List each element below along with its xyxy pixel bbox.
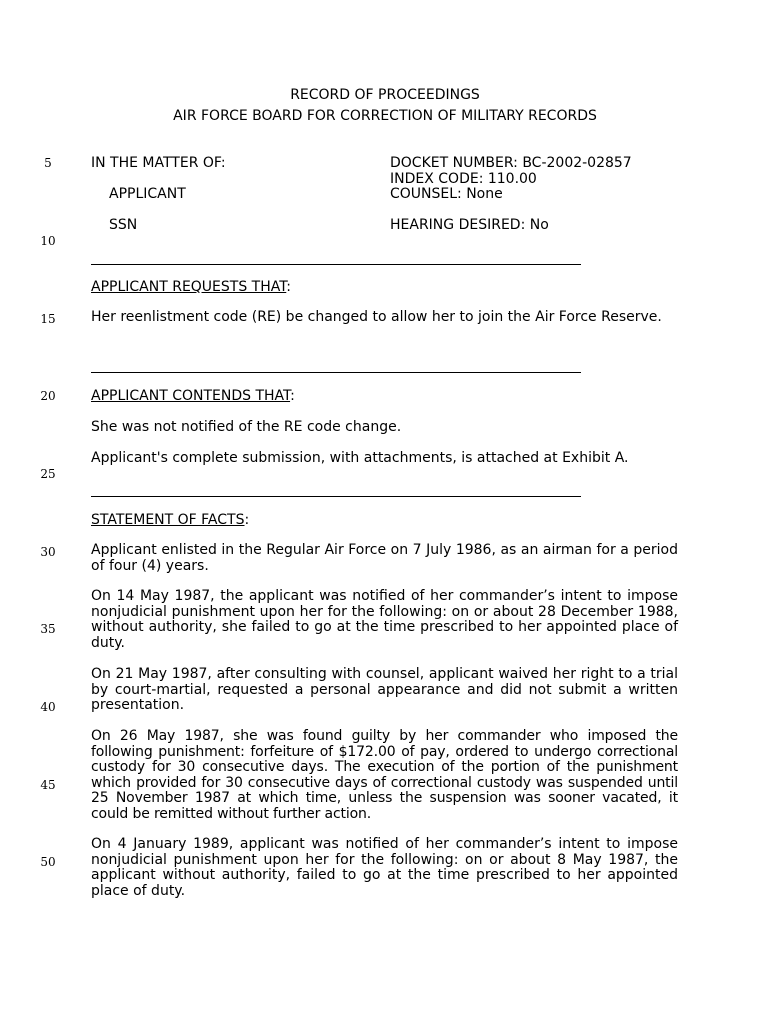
facts-heading [91,512,249,528]
document-title: RECORD OF PROCEEDINGS [290,87,480,103]
line-number: 30 [40,545,56,559]
line-number: 25 [40,467,56,481]
section-divider [91,496,581,497]
facts-heading-text: STATEMENT OF FACTS [91,512,245,528]
in-the-matter-of-label: IN THE MATTER OF: [91,155,226,171]
ssn-label: SSN [109,217,138,233]
index-code: INDEX CODE: 110.00 [390,171,537,187]
docket-number: DOCKET NUMBER: BC-2002-02857 [390,155,632,171]
section-divider [91,372,581,373]
line-number: 5 [44,156,52,170]
line-number: 10 [40,234,56,248]
requests-text: Her reenlistment code (RE) be changed to allow her to join the Air Force Reserve. [91,309,662,325]
section-divider [91,264,581,265]
contends-text-1: She was not notified of the RE code change. [91,419,402,435]
contends-heading-colon: : [290,388,295,404]
facts-paragraph: On 14 May 1987, the applicant was notified of her commander’s intent to impose nonjudicial punishment upon her for the following: on or about 28 December 1988, without authority, she failed to go at the time prescribed to her appointed place of duty. [91,588,678,651]
line-number: 45 [40,778,56,792]
line-number: 40 [40,700,56,714]
applicant-label: APPLICANT [109,186,186,202]
counsel: COUNSEL: None [390,186,503,202]
line-number: 50 [40,855,56,869]
line-number: 20 [40,389,56,403]
hearing-desired: HEARING DESIRED: No [390,217,549,233]
facts-heading-colon: : [244,512,250,528]
requests-heading-colon: : [286,279,291,295]
facts-paragraph: On 26 May 1987, she was found guilty by her commander who imposed the following punishment: forfeiture of $172.00 of pay, ordered to undergo correctional custody for 30 consecutive days. The execution of the portion of the punishment which provided for 30 consecutive days of correctional custody was suspended until 25 November 1987 at which time, unless the suspension was sooner vacated, it could be remitted without further action. [91,728,678,822]
contends-heading [91,388,295,404]
line-number: 15 [40,312,56,326]
document-subtitle: AIR FORCE BOARD FOR CORRECTION OF MILITARY RECORDS [173,108,597,124]
requests-heading-text: APPLICANT REQUESTS THAT [91,279,287,295]
facts-paragraph: Applicant enlisted in the Regular Air Force on 7 July 1986, as an airman for a period of four (4) years. [91,542,678,574]
contends-text-2: Applicant's complete submission, with attachments, is attached at Exhibit A. [91,450,629,466]
line-number: 35 [40,622,56,636]
facts-paragraph: On 21 May 1987, after consulting with counsel, applicant waived her right to a trial by court-martial, requested a personal appearance and did not submit a written presentation. [91,666,678,714]
requests-heading [91,279,291,295]
contends-heading-text: APPLICANT CONTENDS THAT [91,388,291,404]
facts-paragraph: On 4 January 1989, applicant was notified of her commander’s intent to impose nonjudicial punishment upon her for the following: on or about 8 May 1987, the applicant without authority, failed to go at the time prescribed to her appointed place of duty. [91,836,678,899]
